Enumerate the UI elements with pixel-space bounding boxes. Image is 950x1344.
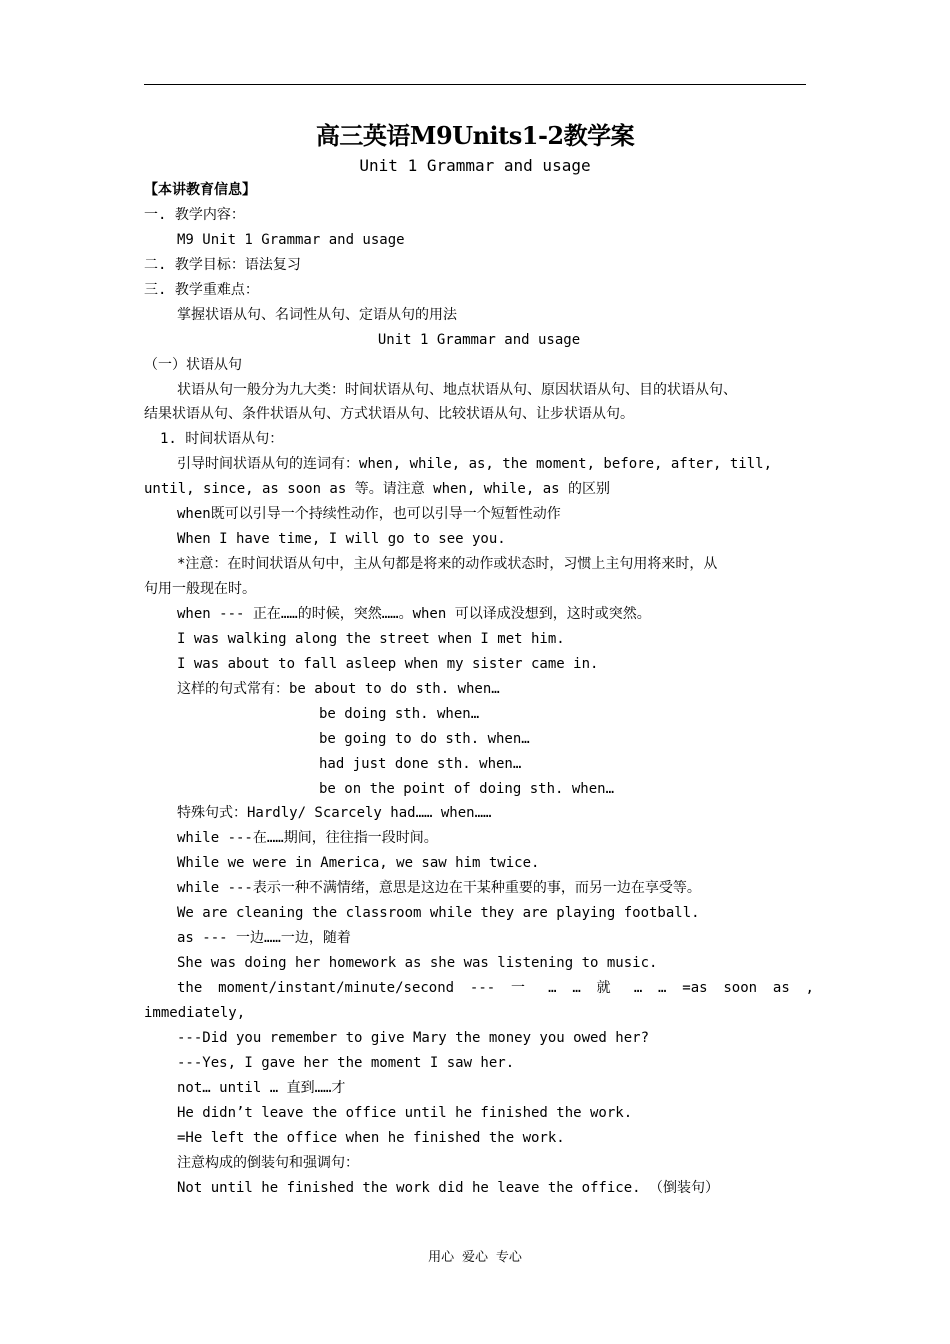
body-line: 掌握状语从句、名词性从句、定语从句的用法 bbox=[177, 306, 457, 323]
example-sentence: She was doing her homework as she was listening to music. bbox=[177, 955, 658, 972]
body-line: when既可以引导一个持续性动作，也可以引导一个短暂性动作 bbox=[177, 506, 561, 523]
list-item: 三. 教学重难点： bbox=[144, 281, 259, 298]
document-subtitle: Unit 1 Grammar and usage bbox=[359, 156, 591, 175]
example-sentence: Not until he finished the work did he leave the office. （倒装句） bbox=[177, 1179, 720, 1196]
body-line: 状语从句一般分为九大类：时间状语从句、地点状语从句、原因状语从句、目的状语从句、 bbox=[177, 381, 737, 398]
example-sentence: I was about to fall asleep when my sister came in. bbox=[177, 655, 599, 672]
page-footer: 用心 爱心 专心 bbox=[428, 1250, 522, 1265]
dialogue-line: ---Did you remember to give Mary the money you owed her? bbox=[177, 1029, 650, 1046]
document-body bbox=[144, 178, 814, 1200]
document-title: 高三英语M9Units1-2教学案 bbox=[315, 121, 635, 150]
body-line: while ---表示一种不满情绪，意思是这边在干某种重要的事，而另一边在享受等。 bbox=[177, 880, 701, 897]
body-line: when --- 正在……的时候，突然……。when 可以译成没想到，这时或突然。 bbox=[177, 605, 651, 622]
list-item: 1. 时间状语从句： bbox=[160, 431, 284, 448]
example-sentence: =He left the office when he finished the work. bbox=[177, 1129, 565, 1146]
note-line: 句用一般现在时。 bbox=[144, 581, 256, 597]
section-heading: （一）状语从句 bbox=[144, 356, 242, 373]
body-line: the moment/instant/minute/second --- 一 … … 就 … … =as soon as , bbox=[177, 980, 814, 996]
list-item: 一. 教学内容： bbox=[144, 206, 245, 223]
list-item: 二. 教学目标：语法复习 bbox=[144, 256, 301, 273]
header-rule bbox=[144, 84, 806, 85]
pattern-line: be doing sth. when… bbox=[319, 705, 480, 722]
example-sentence: While we were in America, we saw him twice. bbox=[177, 855, 540, 872]
body-line: 特殊句式：Hardly/ Scarcely had…… when…… bbox=[177, 805, 492, 822]
section-heading: 【本讲教育信息】 bbox=[144, 182, 256, 198]
note-line: *注意：在时间状语从句中，主从句都是将来的动作或状态时，习惯上主句用将来时，从 bbox=[177, 556, 718, 573]
body-line: immediately, bbox=[144, 1004, 246, 1021]
body-line: M9 Unit 1 Grammar and usage bbox=[177, 231, 405, 248]
pattern-line: be going to do sth. when… bbox=[319, 730, 530, 747]
body-line: 注意构成的倒装句和强调句： bbox=[177, 1154, 359, 1171]
section-subtitle: Unit 1 Grammar and usage bbox=[377, 331, 581, 348]
pattern-line: be on the point of doing sth. when… bbox=[319, 780, 615, 797]
body-line: 结果状语从句、条件状语从句、方式状语从句、比较状语从句、让步状语从句。 bbox=[144, 406, 634, 423]
example-sentence: When I have time, I will go to see you. bbox=[177, 531, 506, 548]
body-line: until, since, as soon as 等。请注意 when, while, as 的区别 bbox=[144, 481, 611, 498]
example-sentence: We are cleaning the classroom while they are playing football. bbox=[177, 905, 700, 922]
pattern-line: had just done sth. when… bbox=[319, 755, 522, 772]
example-sentence: I was walking along the street when I met him. bbox=[177, 630, 565, 647]
body-line: not… until … 直到……才 bbox=[177, 1079, 346, 1096]
body-line: 引导时间状语从句的连词有：when, while, as, the moment, before, after, till, bbox=[177, 456, 773, 473]
body-line: as --- 一边……一边，随着 bbox=[177, 930, 351, 947]
body-line: 这样的句式常有：be about to do sth. when… bbox=[177, 680, 500, 697]
dialogue-line: ---Yes, I gave her the moment I saw her. bbox=[177, 1054, 515, 1071]
example-sentence: He didn’t leave the office until he finished the work. bbox=[177, 1104, 633, 1121]
body-line: while ---在……期间，往往指一段时间。 bbox=[177, 830, 438, 847]
